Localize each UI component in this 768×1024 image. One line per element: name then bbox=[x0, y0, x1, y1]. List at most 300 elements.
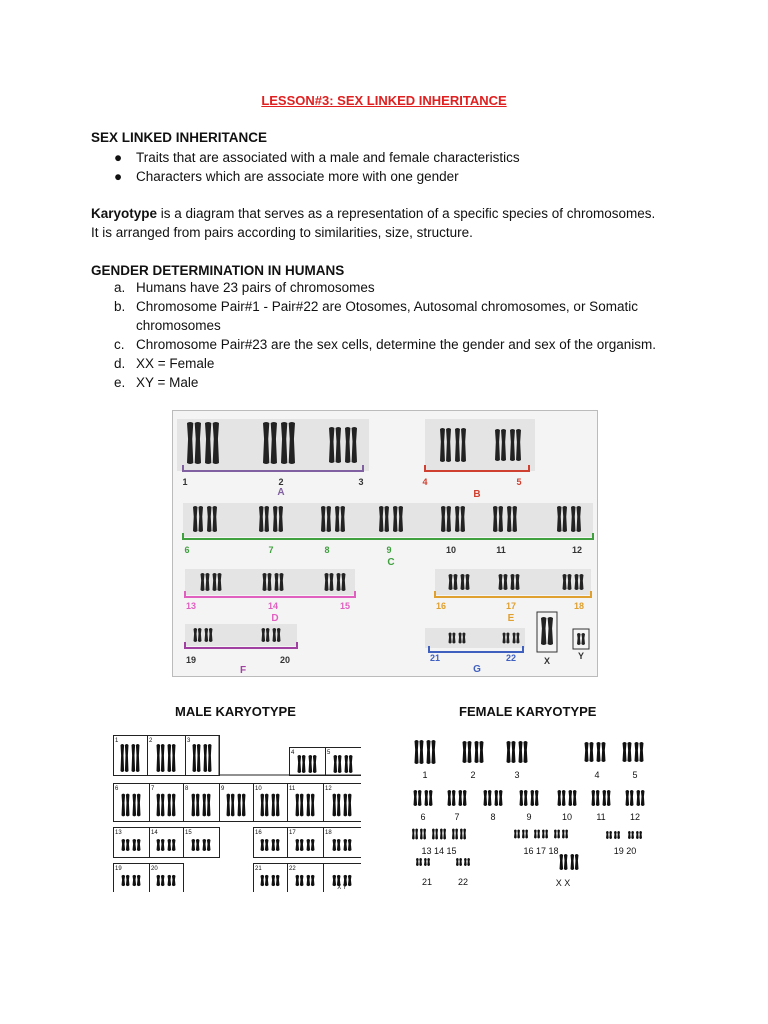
chromatid bbox=[261, 839, 265, 851]
female-number-label: 12 bbox=[629, 812, 641, 822]
cell-number-label: 9 bbox=[221, 786, 225, 792]
chromatid bbox=[459, 790, 463, 806]
group-letter-label: E bbox=[507, 613, 515, 624]
section-heading-gender: GENDER DETERMINATION IN HUMANS bbox=[91, 263, 345, 278]
list-marker: b. bbox=[114, 299, 126, 314]
karyotype-definition bbox=[91, 205, 691, 242]
row-band bbox=[425, 628, 525, 648]
chromatid bbox=[307, 875, 311, 886]
chromatid bbox=[564, 854, 568, 870]
chromatid bbox=[635, 742, 639, 762]
list-item-text: chromosomes bbox=[136, 318, 221, 333]
chromatid bbox=[172, 839, 176, 851]
chromatid bbox=[461, 506, 466, 532]
chromatid bbox=[573, 790, 577, 806]
chromatid bbox=[429, 790, 433, 806]
list-item-text: Humans have 23 pairs of chromosomes bbox=[136, 280, 375, 295]
chromatid bbox=[425, 790, 429, 806]
chromatid bbox=[627, 742, 631, 762]
chromatid bbox=[452, 790, 456, 806]
chromatid bbox=[565, 830, 568, 839]
chromosome-number-label: 15 bbox=[339, 601, 351, 611]
chromatid bbox=[513, 633, 516, 644]
chromatid bbox=[455, 829, 458, 840]
chromatid bbox=[300, 875, 304, 886]
chromatid bbox=[534, 830, 537, 839]
chromatid bbox=[399, 506, 404, 532]
chromatid bbox=[133, 794, 137, 817]
chromatid bbox=[329, 427, 334, 463]
chromatid bbox=[276, 794, 280, 817]
chromatid bbox=[639, 742, 643, 762]
chromosome-number-label: 2 bbox=[278, 477, 284, 487]
chromosome-number-label: 14 bbox=[267, 601, 279, 611]
list-item-text: Traits that are associated with a male and female characteristics bbox=[136, 150, 520, 165]
chromatid bbox=[548, 617, 553, 645]
male-karyotype-image bbox=[113, 735, 361, 892]
chromatid bbox=[463, 741, 467, 763]
chromatid bbox=[337, 794, 341, 817]
chromatid bbox=[205, 573, 209, 591]
chromatid bbox=[418, 790, 422, 806]
chromatid bbox=[213, 506, 218, 532]
list-item bbox=[0, 337, 768, 356]
chromatid bbox=[327, 506, 332, 532]
chromatid bbox=[126, 839, 130, 851]
list-item-text: XY = Male bbox=[136, 375, 199, 390]
female-number-label: 9 bbox=[526, 812, 532, 822]
bullet-dot: ● bbox=[114, 169, 123, 184]
chromatid bbox=[348, 794, 352, 817]
chromatid bbox=[126, 875, 130, 886]
chromatid bbox=[463, 829, 466, 840]
chromatid bbox=[187, 422, 193, 464]
chromatid bbox=[385, 506, 390, 532]
chromatid bbox=[510, 429, 515, 461]
chromatid bbox=[157, 794, 161, 817]
chromatid bbox=[562, 790, 566, 806]
chromatid bbox=[263, 422, 269, 464]
chromatid bbox=[459, 633, 462, 644]
cell-number-label: 7 bbox=[151, 786, 155, 792]
chromatid bbox=[266, 628, 270, 642]
chromatid bbox=[507, 741, 511, 763]
chromatid bbox=[448, 790, 452, 806]
karyotype-line1: is a diagram that serves as a representation of a specific species of chromosomes. bbox=[157, 206, 656, 221]
chromatid bbox=[281, 422, 287, 464]
chromatid bbox=[562, 830, 565, 839]
chromatid bbox=[449, 633, 452, 644]
chromatid bbox=[461, 428, 466, 462]
chromatid bbox=[419, 858, 422, 866]
chromatid bbox=[205, 628, 209, 642]
chromatid bbox=[172, 744, 176, 772]
list-item-text: Characters which are associate more with one gender bbox=[136, 169, 459, 184]
chromatid bbox=[495, 790, 499, 806]
chromatid bbox=[122, 875, 126, 886]
cell-number-label: 3 bbox=[187, 738, 191, 744]
female-number-label: 1 bbox=[422, 770, 428, 780]
chromatid bbox=[298, 755, 302, 773]
chromatid bbox=[607, 790, 611, 806]
chromatid bbox=[349, 755, 353, 773]
chromatid bbox=[455, 428, 460, 462]
chromatid bbox=[514, 830, 517, 839]
chromatid bbox=[168, 794, 172, 817]
female-number-label: 2 bbox=[470, 770, 476, 780]
chromatid bbox=[307, 839, 311, 851]
female-number-label: 5 bbox=[632, 770, 638, 780]
chromatid bbox=[542, 830, 545, 839]
chromatid bbox=[333, 839, 337, 851]
chromatid bbox=[122, 839, 126, 851]
list-marker: a. bbox=[114, 280, 126, 295]
chromatid bbox=[517, 830, 520, 839]
chromatid bbox=[337, 839, 341, 851]
chromatid bbox=[194, 628, 198, 642]
chromatid bbox=[440, 428, 445, 462]
chromatid bbox=[462, 633, 465, 644]
chromatid bbox=[348, 839, 352, 851]
chromatid bbox=[311, 839, 315, 851]
chromatid bbox=[276, 875, 280, 886]
chromatid bbox=[272, 875, 276, 886]
chromatid bbox=[261, 875, 265, 886]
cell-number-label: 21 bbox=[255, 866, 262, 872]
chromosome-number-label: 1 bbox=[182, 477, 188, 487]
chromatid bbox=[560, 854, 564, 870]
list-marker: c. bbox=[114, 337, 125, 352]
chromatid bbox=[569, 790, 573, 806]
cell-number-label: 5 bbox=[327, 750, 331, 756]
chromatid bbox=[460, 829, 463, 840]
chromatid bbox=[524, 790, 528, 806]
chromatid bbox=[501, 429, 506, 461]
chromatid bbox=[558, 790, 562, 806]
chromatid bbox=[276, 839, 280, 851]
xy-label: X Y bbox=[337, 885, 347, 891]
chromatid bbox=[461, 574, 465, 590]
chromatid bbox=[259, 506, 264, 532]
chromatid bbox=[197, 744, 201, 772]
list-item bbox=[0, 280, 768, 299]
cell-number-label: 11 bbox=[289, 786, 296, 792]
chromatid bbox=[520, 790, 524, 806]
chromatid bbox=[272, 794, 276, 817]
karyotype-figure-drawing bbox=[173, 411, 597, 676]
cell-number-label: 20 bbox=[151, 866, 158, 872]
chromatid bbox=[193, 506, 198, 532]
chromatid bbox=[157, 839, 161, 851]
chromatid bbox=[307, 794, 311, 817]
group-letter-label: F bbox=[239, 665, 247, 676]
chromatid bbox=[273, 506, 278, 532]
chromatid bbox=[137, 794, 141, 817]
cell-number-label: 19 bbox=[115, 866, 122, 872]
bullet-dot: ● bbox=[114, 150, 123, 165]
chromatid bbox=[545, 830, 548, 839]
chromatid bbox=[238, 794, 242, 817]
cell-number-label: 15 bbox=[185, 830, 192, 836]
chromatid bbox=[161, 744, 165, 772]
karyotype-term: Karyotype bbox=[91, 206, 158, 221]
chromatid bbox=[345, 427, 350, 463]
cell-number-label: 6 bbox=[115, 786, 119, 792]
chromatid bbox=[475, 741, 479, 763]
chromatid bbox=[341, 506, 346, 532]
group-letter-label: C bbox=[387, 557, 395, 568]
chromatid bbox=[333, 794, 337, 817]
chromatid bbox=[484, 790, 488, 806]
list-item-text: XX = Female bbox=[136, 356, 215, 371]
chromatid bbox=[227, 794, 231, 817]
bullet-list bbox=[0, 150, 768, 188]
chromatid bbox=[122, 794, 126, 817]
chromatid bbox=[467, 741, 471, 763]
chromatid bbox=[571, 854, 575, 870]
chromatid bbox=[263, 573, 267, 591]
chromatid bbox=[265, 839, 269, 851]
chromatid bbox=[435, 829, 438, 840]
chromosome-number-label: 19 bbox=[185, 655, 197, 665]
chromatid bbox=[424, 858, 427, 866]
cell-number-label: 4 bbox=[291, 750, 295, 756]
female-karyotype-drawing bbox=[405, 738, 655, 888]
chromatid bbox=[522, 830, 525, 839]
chromatid bbox=[192, 794, 196, 817]
cell-number-label: 22 bbox=[289, 866, 296, 872]
chromatid bbox=[446, 428, 451, 462]
female-number-label: 22 bbox=[457, 877, 469, 887]
chromosome-number-label: 8 bbox=[324, 545, 330, 555]
chromatid bbox=[639, 831, 642, 839]
list-item bbox=[0, 356, 768, 375]
chromatid bbox=[231, 794, 235, 817]
chromatid bbox=[636, 831, 639, 839]
chromatid bbox=[513, 506, 518, 532]
cell-number-label: 16 bbox=[255, 830, 262, 836]
chromatid bbox=[432, 829, 435, 840]
group-letter-label: G bbox=[473, 664, 481, 675]
chromatid bbox=[585, 742, 589, 762]
chromatid bbox=[289, 422, 295, 464]
chromosome-number-label: 5 bbox=[516, 477, 522, 487]
female-number-label: 3 bbox=[514, 770, 520, 780]
chromatid bbox=[348, 875, 352, 886]
chromatid bbox=[338, 755, 342, 773]
chromatid bbox=[341, 573, 345, 591]
chromatid bbox=[443, 829, 446, 840]
chromosome-number-label: 18 bbox=[573, 601, 585, 611]
chromatid bbox=[192, 839, 196, 851]
chromatid bbox=[309, 755, 313, 773]
chromatid bbox=[300, 839, 304, 851]
chromatid bbox=[603, 790, 607, 806]
chromatid bbox=[272, 839, 276, 851]
chromatid bbox=[449, 574, 453, 590]
chromatid bbox=[352, 427, 357, 463]
chromatid bbox=[506, 633, 509, 644]
female-karyotype-image bbox=[405, 738, 655, 888]
chromatid bbox=[447, 506, 452, 532]
chromatid bbox=[217, 573, 221, 591]
chromatid bbox=[609, 831, 612, 839]
chromatid bbox=[136, 744, 140, 772]
chromatid bbox=[137, 875, 141, 886]
list-item bbox=[0, 169, 768, 188]
chromatid bbox=[121, 744, 125, 772]
cell-number-label: 17 bbox=[289, 830, 296, 836]
chromatid bbox=[503, 574, 507, 590]
chromatid bbox=[265, 506, 270, 532]
chromatid bbox=[333, 875, 337, 886]
chromatid bbox=[581, 633, 585, 645]
chromosome-number-label: 12 bbox=[571, 545, 583, 555]
chromatid bbox=[515, 574, 519, 590]
list-item-continuation bbox=[0, 318, 768, 337]
chromatid bbox=[311, 875, 315, 886]
chromatid bbox=[379, 506, 384, 532]
chromatid bbox=[420, 829, 423, 840]
chromatid bbox=[519, 741, 523, 763]
chromosome-number-label: 20 bbox=[279, 655, 291, 665]
chromatid bbox=[641, 790, 645, 806]
female-number-label: X X bbox=[555, 878, 571, 888]
chromatid bbox=[161, 794, 165, 817]
chromatid bbox=[495, 429, 500, 461]
list-item bbox=[0, 299, 768, 318]
female-number-label: 16 17 18 bbox=[523, 846, 559, 856]
chromatid bbox=[157, 875, 161, 886]
chromatid bbox=[302, 755, 306, 773]
chromatid bbox=[463, 790, 467, 806]
chromatid bbox=[631, 831, 634, 839]
list-marker: d. bbox=[114, 356, 126, 371]
chromatid bbox=[503, 633, 506, 644]
chromatid bbox=[313, 755, 317, 773]
chromatid bbox=[537, 830, 540, 839]
female-number-label: 7 bbox=[454, 812, 460, 822]
chromatid bbox=[279, 506, 284, 532]
chromatid bbox=[132, 744, 136, 772]
chromatid bbox=[195, 422, 201, 464]
chromatid bbox=[511, 574, 515, 590]
chromatid bbox=[637, 790, 641, 806]
list-item-text: Chromosome Pair#1 - Pair#22 are Otosomes, Autosomal chromosomes, or Somatic bbox=[136, 299, 638, 314]
chromatid bbox=[133, 875, 137, 886]
chromatid bbox=[207, 794, 211, 817]
chromatid bbox=[199, 506, 204, 532]
chromosome-number-label: 17 bbox=[505, 601, 517, 611]
chromatid bbox=[465, 574, 469, 590]
chromatid bbox=[172, 875, 176, 886]
chromatid bbox=[277, 628, 281, 642]
chromatid bbox=[563, 574, 567, 590]
chromatid bbox=[541, 617, 546, 645]
chromatid bbox=[507, 506, 512, 532]
chromatid bbox=[311, 794, 315, 817]
chromatid bbox=[597, 742, 601, 762]
chromatid bbox=[499, 574, 503, 590]
chromatid bbox=[337, 573, 341, 591]
chromatid bbox=[300, 794, 304, 817]
chromatid bbox=[205, 422, 211, 464]
chromatid bbox=[325, 573, 329, 591]
chromatid bbox=[567, 574, 571, 590]
karyotype-figure bbox=[172, 410, 598, 677]
chromatid bbox=[628, 831, 631, 839]
lesson-title: LESSON#3: SEX LINKED INHERITANCE bbox=[261, 93, 507, 108]
female-number-label: 6 bbox=[420, 812, 426, 822]
chromatid bbox=[467, 858, 470, 866]
chromatid bbox=[516, 633, 519, 644]
cell-number-label: 8 bbox=[185, 786, 189, 792]
chromatid bbox=[196, 794, 200, 817]
chromatid bbox=[479, 741, 483, 763]
chromatid bbox=[488, 790, 492, 806]
chromatid bbox=[575, 854, 579, 870]
chromatid bbox=[415, 740, 419, 764]
chromosome-number-label: 16 bbox=[435, 601, 447, 611]
chromatid bbox=[204, 744, 208, 772]
chromatid bbox=[577, 506, 582, 532]
chromatid bbox=[452, 633, 455, 644]
chromosome-number-label: Y bbox=[577, 651, 585, 661]
cell-number-label: 1 bbox=[115, 738, 119, 744]
chromatid bbox=[455, 506, 460, 532]
chromatid bbox=[208, 744, 212, 772]
chromosome-number-label: 7 bbox=[268, 545, 274, 555]
chromatid bbox=[279, 573, 283, 591]
chromatid bbox=[516, 429, 521, 461]
chromatid bbox=[273, 628, 277, 642]
chromosome-number-label: 9 bbox=[386, 545, 392, 555]
chromatid bbox=[571, 506, 576, 532]
chromatid bbox=[464, 858, 467, 866]
chromosome-number-label: 13 bbox=[185, 601, 197, 611]
chromatid bbox=[511, 741, 515, 763]
chromatid bbox=[557, 506, 562, 532]
chromatid bbox=[427, 740, 431, 764]
chromosome-number-label: X bbox=[543, 656, 551, 666]
chromatid bbox=[196, 839, 200, 851]
chromatid bbox=[198, 628, 202, 642]
chromatid bbox=[296, 875, 300, 886]
female-number-label: 11 bbox=[596, 812, 606, 822]
chromatid bbox=[336, 427, 341, 463]
row-band bbox=[185, 624, 297, 646]
female-number-label: 21 bbox=[421, 877, 433, 887]
chromosome-number-label: 3 bbox=[358, 477, 364, 487]
chromatid bbox=[344, 794, 348, 817]
chromatid bbox=[209, 628, 213, 642]
chromatid bbox=[579, 574, 583, 590]
chromatid bbox=[617, 831, 620, 839]
chromatid bbox=[345, 755, 349, 773]
chromosome-number-label: 22 bbox=[505, 653, 517, 663]
chromatid bbox=[393, 506, 398, 532]
chromosome-number-label: 10 bbox=[445, 545, 457, 555]
chromatid bbox=[161, 839, 165, 851]
chromatid bbox=[419, 740, 423, 764]
chromatid bbox=[456, 858, 459, 866]
chromatid bbox=[329, 573, 333, 591]
chromatid bbox=[614, 831, 617, 839]
chromatid bbox=[592, 790, 596, 806]
chromatid bbox=[267, 573, 271, 591]
section-heading-sex-linked: SEX LINKED INHERITANCE bbox=[91, 130, 268, 145]
lettered-list bbox=[0, 280, 768, 394]
